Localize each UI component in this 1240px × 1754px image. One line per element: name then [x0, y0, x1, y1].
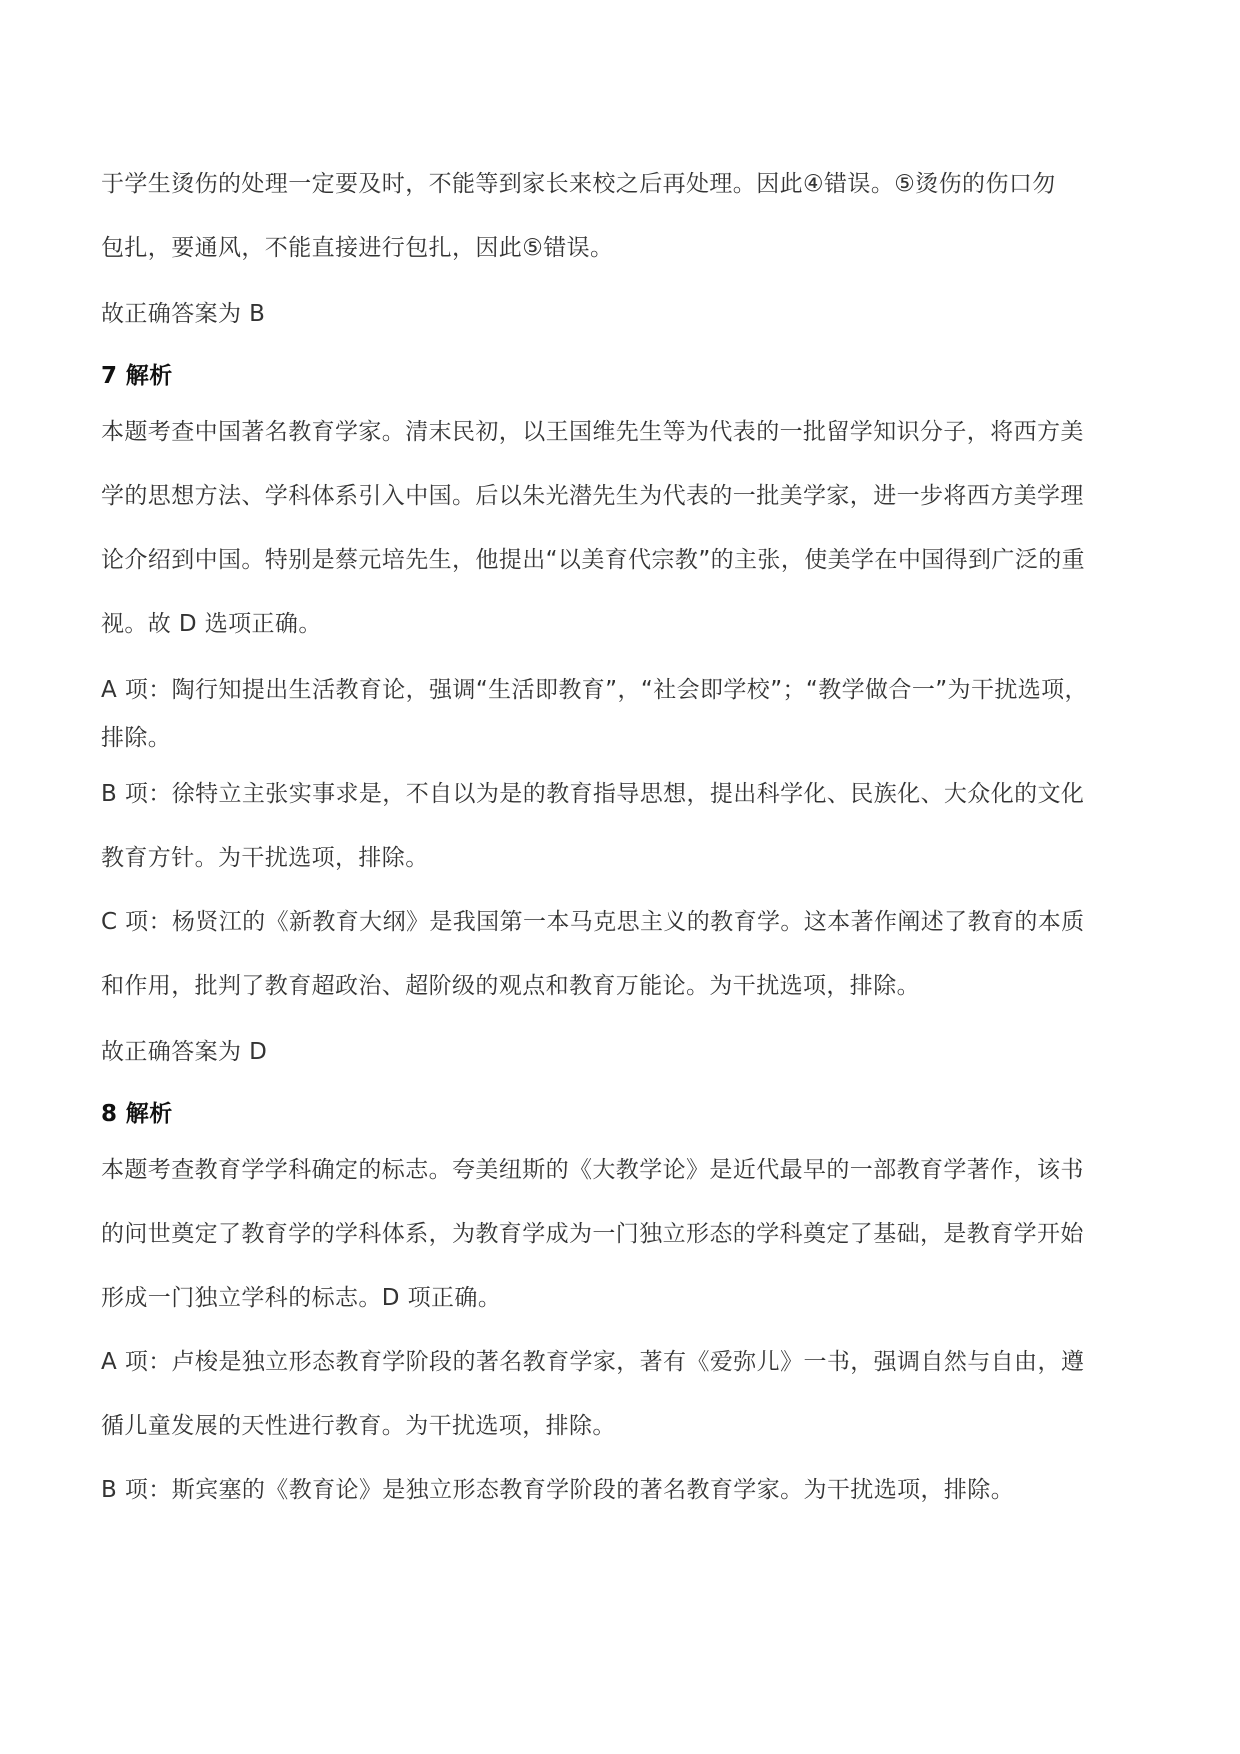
q7-option-a-line-2: 排除。 — [101, 725, 172, 751]
q7-option-a-line-1: A 项：陶行知提出生活教育论，强调“生活即教育”，“社会即学校”；“教学做合一”为干扰选项， — [101, 677, 1088, 703]
document-body — [101, 152, 1149, 1522]
q7-intro-line-1: 本题考查中国著名教育学家。清末民初，以王国维先生等为代表的一批留学知识分子，将西方美 — [101, 419, 1084, 445]
q8-option-a-line-2: 循儿童发展的天性进行教育。为干扰选项，排除。 — [101, 1413, 616, 1439]
q7-intro-line-3: 论介绍到中国。特别是蔡元培先生，他提出“以美育代宗教”的主张，使美学在中国得到广泛的重 — [101, 547, 1086, 573]
q8-option-a-line-1: A 项：卢梭是独立形态教育学阶段的著名教育学家，著有《爱弥儿》一书，强调自然与自由，遵 — [101, 1349, 1085, 1375]
q8-option-b-line-1: B 项：斯宾塞的《教育论》是独立形态教育学阶段的著名教育学家。为干扰选项，排除。 — [101, 1477, 1015, 1503]
answer-line-q6: 故正确答案为 B — [101, 301, 266, 327]
burn-explanation-line-2: 包扎，要通风，不能直接进行包扎，因此⑤错误。 — [101, 235, 614, 261]
q7-answer-line: 故正确答案为 D — [101, 1039, 268, 1065]
burn-explanation-line-1: 于学生烫伤的处理一定要及时，不能等到家长来校之后再处理。因此④错误。⑤烫伤的伤口勿 — [101, 171, 1056, 197]
q8-intro-line-2: 的问世奠定了教育学的学科体系，为教育学成为一门独立形态的学科奠定了基础，是教育学开始 — [101, 1221, 1084, 1247]
q7-intro-line-2: 学的思想方法、学科体系引入中国。后以朱光潜先生为代表的一批美学家，进一步将西方美学理 — [101, 483, 1084, 509]
q7-heading: 7 解析 — [101, 363, 173, 389]
q8-intro-line-3: 形成一门独立学科的标志。D 项正确。 — [101, 1285, 502, 1311]
q8-heading: 8 解析 — [101, 1101, 173, 1127]
q7-option-c-line-1: C 项：杨贤江的《新教育大纲》是我国第一本马克思主义的教育学。这本著作阐述了教育的本质 — [101, 909, 1085, 935]
q7-option-c-line-2: 和作用，批判了教育超政治、超阶级的观点和教育万能论。为干扰选项，排除。 — [101, 973, 920, 999]
q8-intro-line-1: 本题考查教育学学科确定的标志。夸美纽斯的《大教学论》是近代最早的一部教育学著作，该书 — [101, 1157, 1084, 1183]
q7-intro-line-4: 视。故 D 选项正确。 — [101, 611, 322, 637]
q7-option-b-line-2: 教育方针。为干扰选项，排除。 — [101, 845, 429, 871]
q7-option-b-line-1: B 项：徐特立主张实事求是，不自以为是的教育指导思想，提出科学化、民族化、大众化的文化 — [101, 781, 1085, 807]
